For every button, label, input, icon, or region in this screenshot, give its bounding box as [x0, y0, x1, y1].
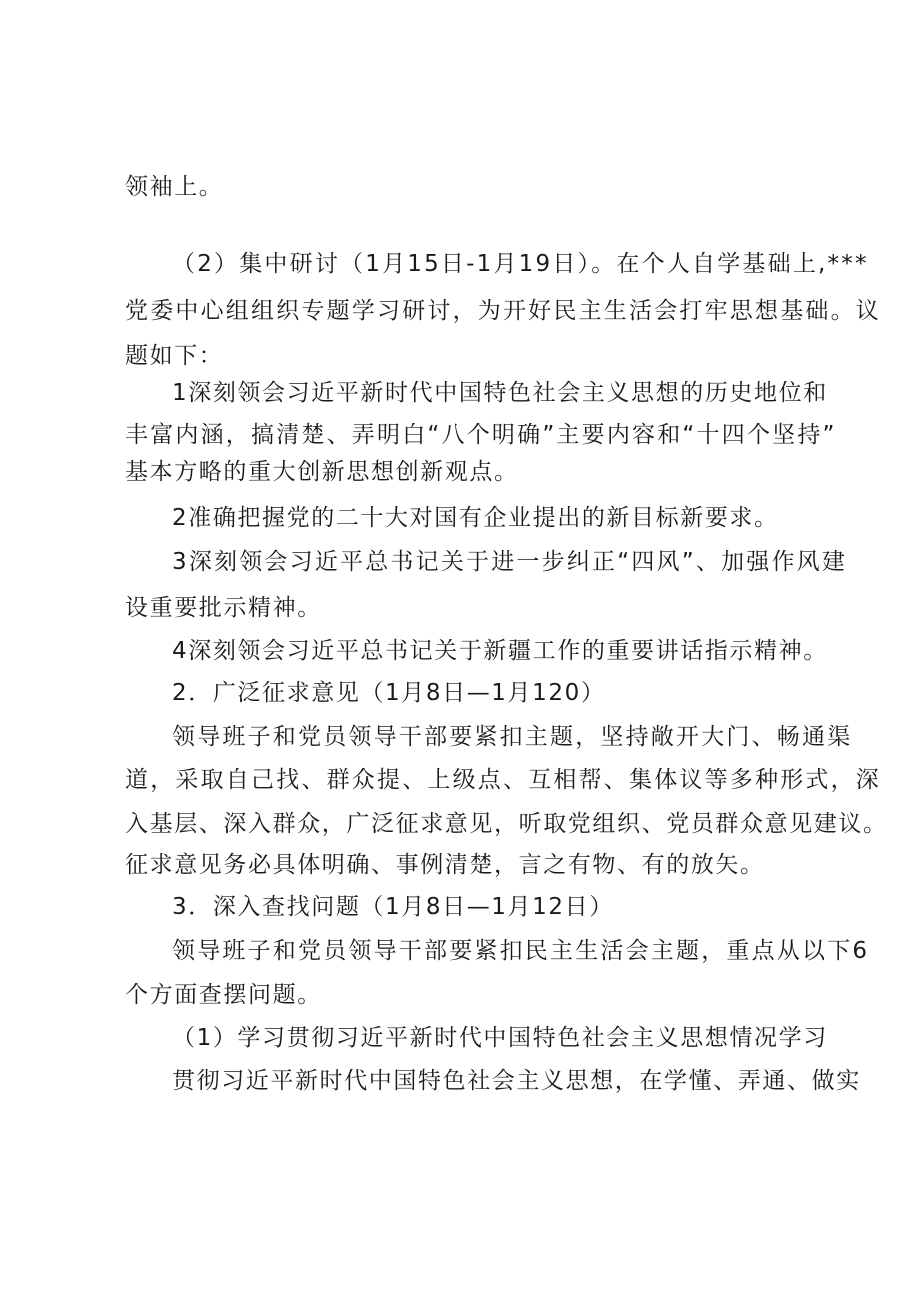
text-line: 领导班子和党员领导干部要紧扣民主生活会主题，重点从以下6 — [172, 938, 870, 964]
text-line: 2准确把握党的二十大对国有企业提出的新目标新要求。 — [172, 505, 779, 531]
section-heading: 3．深入查找问题（1月8日—1月12日） — [172, 894, 614, 920]
text-line: 3深刻领会习近平总书记关于进一步纠正“四风”、加强作风建 — [172, 549, 848, 575]
text-line: 道，采取自己找、群众提、上级点、互相帮、集体议等多种形式，深 — [125, 767, 881, 793]
text-line: 题如下： — [125, 343, 224, 369]
text-line: 丰富内涵，搞清楚、弄明白“八个明确”主要内容和“十四个坚持” — [125, 422, 837, 448]
text-line: 基本方略的重大创新思想创新观点。 — [125, 459, 519, 485]
text-line: 4深刻领会习近平总书记关于新疆工作的重要讲话指示精神。 — [172, 638, 828, 664]
text-line: 设重要批示精神。 — [125, 595, 322, 621]
text-line: 党委中心组组织专题学习研讨，为开好民主生活会打牢思想基础。议 — [125, 298, 881, 324]
text-line: （1）学习贯彻习近平新时代中国特色社会主义思想情况学习 — [172, 1025, 828, 1051]
text-line: 个方面查摆问题。 — [125, 982, 322, 1008]
text-line: （2）集中研讨（1月15日-1月19日）。在个人自学基础上,*** — [172, 251, 869, 277]
text-line: 贯彻习近平新时代中国特色社会主义思想，在学懂、弄通、做实 — [172, 1068, 861, 1094]
text-line: 征求意见务必具体明确、事例清楚，言之有物、有的放矢。 — [125, 852, 765, 878]
text-line: 1深刻领会习近平新时代中国特色社会主义思想的历史地位和 — [172, 380, 828, 406]
text-line: 入基层、深入群众，广泛征求意见，听取党组织、党员群众意见建议。 — [125, 811, 888, 837]
text-line: 领袖上。 — [125, 174, 224, 200]
section-heading: 2．广泛征求意见（1月8日—1月120） — [172, 680, 606, 706]
text-line: 领导班子和党员领导干部要紧扣主题，坚持敞开大门、畅通渠 — [172, 724, 853, 750]
